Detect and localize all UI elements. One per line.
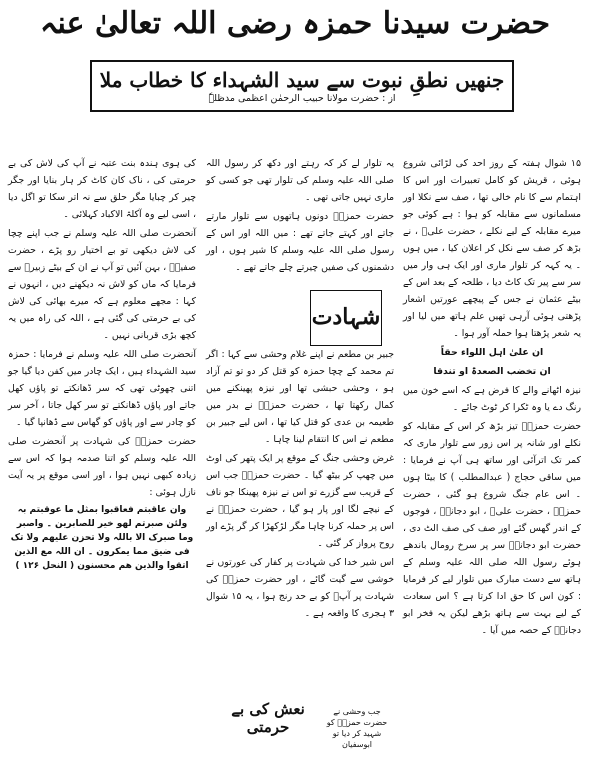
paragraph: جبیر بن مطعم نے اپنے غلام وحشی سے کہا : اگر تم محمد کے چچا حمزہ کو قتل کر دو تو تم آزاد ہو ، وحشی حبشی تھا اور نیزہ پھینکنے میں کمال رکھتا تھا ، حضرت حمزہؓ نے بدر میں طعیمہ بن عدی کو قتل کیا تھا ، اس لیے جبیر بن مطعم نے اس کا انتقام لینا چاہا ۔ <box>206 349 394 445</box>
subtitle-frame <box>90 60 514 112</box>
column-right <box>403 155 581 641</box>
burial-note: جب وحشی نے حضرت حمزہؓ کو شہید کر دیا تو ابوسفیان <box>326 707 388 749</box>
verse-line: ان علیٰ اہل اللواء حقاً <box>440 347 544 358</box>
article-subtitle: جنھیں نطقِ نبوت سے سید الشہداء کا خطاب ملا <box>99 68 505 92</box>
paragraph: یہ تلوار لے کر کہ رہتے اور دکھ کر رسول اللہ صلی اللہ علیہ وسلم کی تلوار تھی جو کسی کو ماری نہیں جاتی تھی ۔ <box>206 158 394 203</box>
article-title: حضرت سیدنا حمزہ رضی اللہ تعالیٰ عنہ <box>39 6 551 41</box>
verse-line: ان تخضب الصعدۃ او تندقا <box>433 366 551 377</box>
column-left <box>8 155 196 575</box>
paragraph: آنحضرت صلی اللہ علیہ وسلم نے فرمایا : حمزہ سید الشہداء ہیں ، ایک چادر میں کفن دیا گیا جو اتنی چھوٹی تھی کہ سر ڈھانکتے تو پاؤں کھل جاتے اور پاؤں ڈھانکتے تو سر کھل جاتا ، آخر سر کو چادر سے اور پاؤں کو گھاس سے ڈھانپا گیا ۔ <box>8 349 196 428</box>
paragraph: آنحضرت صلی اللہ علیہ وسلم نے جب اپنے چچا کی لاش دیکھی تو بے اختیار رو پڑے ، حضرت صفیہؓ ، بہن آئیں تو آپ نے ان کے بیٹے زبیرؓ سے فرمایا کہ ماں کو لاش نہ دیکھنے دیں ، انہوں نے کہا : مجھے معلوم ہے کہ میرے بھائی کی لاش کی بے حرمتی کی گئی ہے ، اللہ کی راہ میں یہ کچھ بڑی قربانی نہیں ۔ <box>8 228 196 341</box>
article-author: از : حضرت مولانا حبیب الرحمٰن اعظمی مدظلہٗ <box>208 93 396 104</box>
paragraph: اس شیر خدا کی شہادت پر کفار کی عورتوں نے خوشی سے گیت گائے ، اور حضرت حمزہؓ کی شہادت پر آپؐ کو بے حد رنج ہوا ، یہ ۱۵ شوال ۳ ہجری کا واقعہ ہے ۔ <box>206 557 394 619</box>
paragraph: کی ہوی ہندہ بنت عتبہ نے آپ کی لاش کی بے حرمتی کی ، ناک کان کاٹ کر ہار بنایا اور جگر چیر کر چبایا مگر حلق سے نہ اتر سکا تو اگل دیا ، اسی لیے وہ آکلۃ الاکباد کہلائی ۔ <box>8 158 196 220</box>
quran-verse: وان عاقبتم فعاقبوا بمثل ما عوقبتم بہ ولئن صبرتم لھو خیر للصابرین ۔ واصبر وما صبرک الا باللہ ولا تحزن علیھم ولا تک فی ضیق مما یمکرون ۔ ان اللہ مع الذین اتقوا والذین ھم محسنون ( النحل ۱۲۶ ) <box>10 505 194 571</box>
paragraph: نیزہ اٹھانے والے کا فرض ہے کہ اسے خون میں رنگ دے یا وہ ٹکرا کر ٹوٹ جائے ۔ <box>403 385 581 413</box>
paragraph: حضرت حمزہؓ دونوں ہاتھوں سے تلوار مارتے جاتے اور کہتے جاتے تھے : میں اللہ اور اس کے رسول صلی اللہ علیہ وسلم کا شیر ہوں ، اور دشمنوں کی صفیں چیرتے چلے جاتے تھے ۔ <box>206 211 394 273</box>
paragraph: حضرت حمزہؓ کی شہادت پر آنحضرت صلی اللہ علیہ وسلم کو اتنا صدمہ ہوا کہ اس سے زیادہ کبھی نہیں ہوا ، اور اسی موقع پر یہ آیت نازل ہوئی : <box>8 436 196 498</box>
section-heading-martyrdom: شہادت <box>310 290 382 346</box>
paragraph: حضرت حمزہؓ تیز بڑھ کر اس کے مقابلہ کو نکلے اور شانہ پر اس زور سے تلوار ماری کہ کمر تک اترآئی اور ساتھ ہی آپ نے فرمایا : میں ساقی حجاج ( عبدالمطلب ) کا بیٹا ہوں ۔ اس عام جنگ شروع ہو گئی ، حضرت حمزہؓ ، حضرت علیؓ ، ابو دجانہؓ ، فوجوں کے اندر گھس گئے اور صف کی صف الٹ دی ، حضرت ابو دجانہؓ سر پر سرخ رومال باندھے ہوئے رسول اللہ صلی اللہ علیہ وسلم کے ہاتھ سے دست مبارک میں تلوار لیے کر فرمایا : کون اس کا حق ادا کرتا ہے ؟ اس سعادت کے لیے بہت سے ہاتھ بڑھے لیکن یہ فخر ابو دجانہؓ کے حصہ میں آیا ۔ <box>403 421 581 636</box>
column-middle <box>206 155 394 624</box>
paragraph: ۱۵ شوال ہفتہ کے روز احد کی لڑائی شروع ہوئی ، قریش کو کامل تعبیرات اور اس کا اہتمام سے کا نام خالی تھا ، صف سے نکلا اور مسلمانوں سے مقابلہ کو ہوا : ہے کوئی جو میرے مقابلہ کے لیے نکلے ، حضرت علیؓ ، نے بڑھ کر صف سے نکل کر اعلان کیا ، میں ہوں ۔ یہ کہہ کر تلوار ماری اور ایک ہی وار میں سر سے پیر تک کاٹ دیا ، طلحہ کے بعد اس کے بیٹے عثمان نے جس کے پیچھے عورتیں اشعار پڑھتی ہوئی آرہی تھیں علم ہاتھ میں لیا اور یہ شعر پڑھتا ہوا حملہ آور ہوا ۔ <box>403 158 581 339</box>
paragraph: غرض وحشی جنگ کے موقع پر ایک پتھر کی اوٹ میں چھپ کر بیٹھ گیا ۔ حضرت حمزہؓ جب اس کے قریب سے گزرے تو اس نے نیزہ پھینکا جو ناف کے نیچے لگا اور پار ہو گیا ، حضرت حمزہؓ نے اس پر حملہ کرنا چاہا مگر لڑکھڑا کر گر پڑے اور روح پرواز کر گئی ۔ <box>206 453 394 549</box>
section-heading-burial: نعش کی بے حرمتی <box>231 700 305 736</box>
